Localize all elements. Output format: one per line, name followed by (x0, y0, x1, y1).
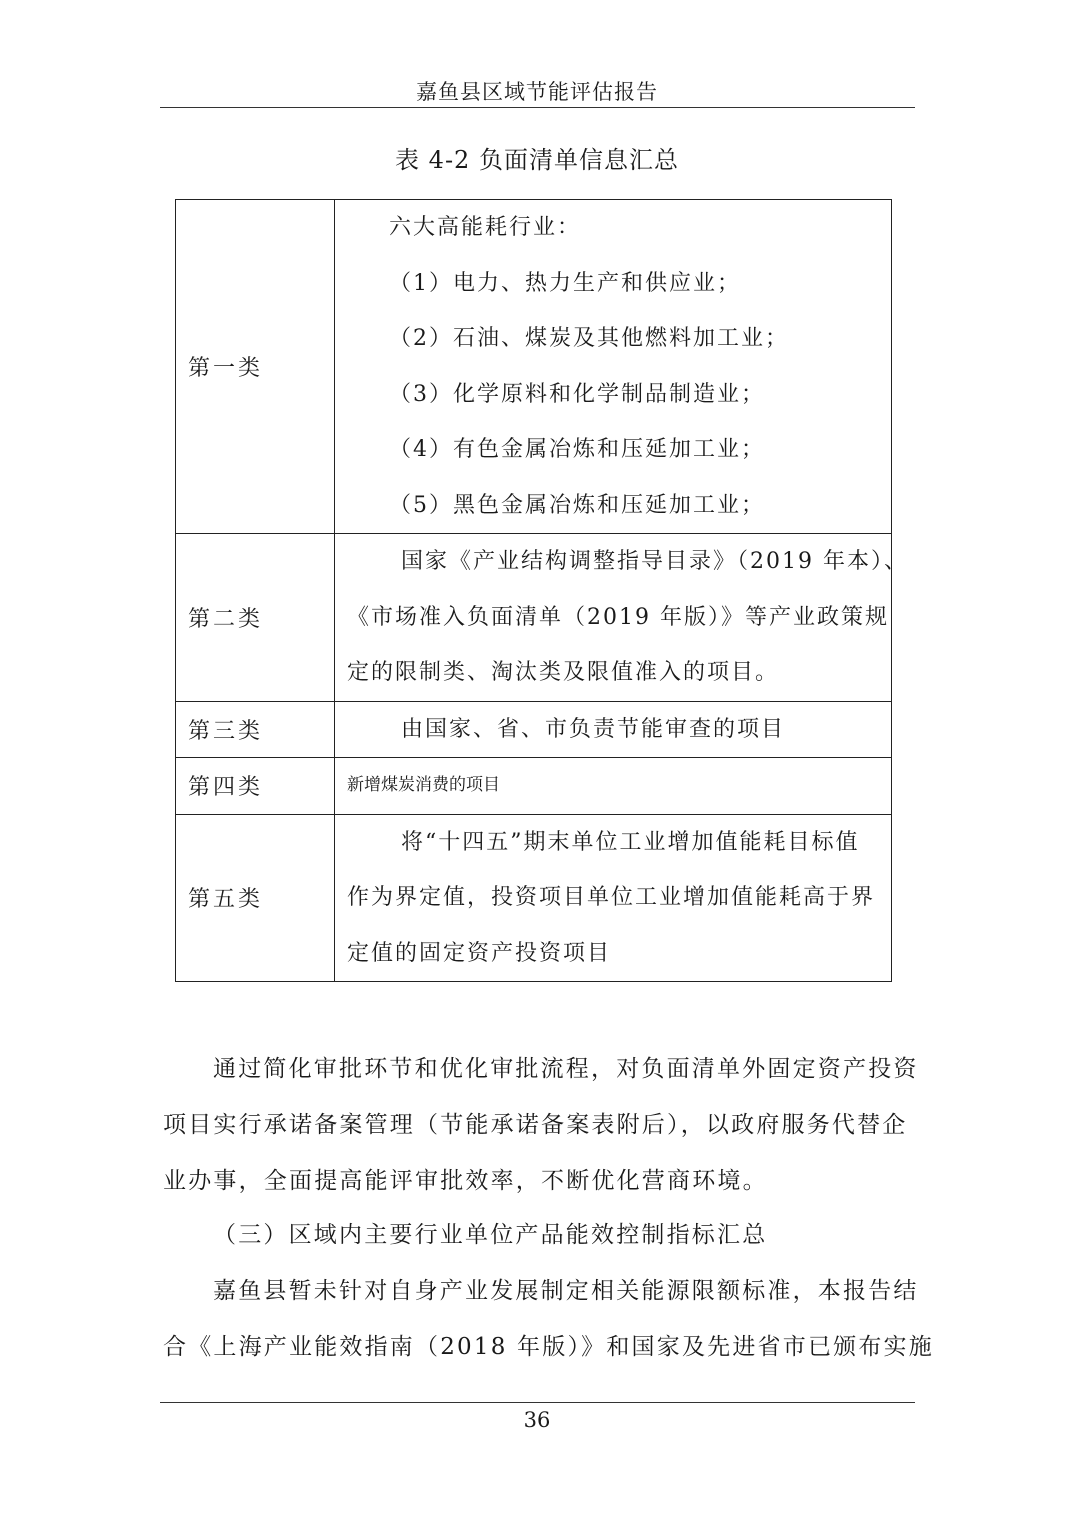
content-line: 新增煤炭消费的项目 (347, 775, 500, 795)
body-paragraph-line: 嘉鱼县暂未针对自身产业发展制定相关能源限额标准，本报告结 (213, 1278, 919, 1304)
header-rule (160, 107, 915, 108)
category-cell: 第二类 (176, 534, 335, 702)
content-line: 由国家、省、市负责节能审查的项目 (401, 716, 786, 742)
content-line: 定值的固定资产投资项目 (347, 940, 612, 966)
page-number: 36 (523, 1408, 551, 1432)
body-paragraph-line: 通过简化审批环节和优化审批流程，对负面清单外固定资产投资 (213, 1056, 919, 1082)
content-cell (335, 534, 908, 702)
content-line: （3）化学原料和化学制品制造业； (389, 381, 765, 407)
body-paragraph-line: 业办事，全面提高能评审批效率，不断优化营商环境。 (163, 1168, 768, 1194)
content-cell (335, 701, 892, 758)
content-cell (335, 814, 892, 982)
body-paragraph-line: 项目实行承诺备案管理（节能承诺备案表附后），以政府服务代替企 (163, 1112, 908, 1138)
table-row (176, 534, 892, 702)
content-line: （4）有色金属冶炼和压延加工业； (389, 437, 765, 462)
footer-rule (160, 1402, 915, 1403)
content-line: 《市场准入负面清单（2019 年版）》等产业政策规 (347, 604, 889, 630)
category-cell: 第三类 (176, 701, 335, 758)
content-line: 国家《产业结构调整指导目录》（2019 年本）、 (401, 549, 908, 574)
content-line: （5）黑色金属冶炼和压延加工业； (389, 492, 765, 518)
content-line: （2）石油、煤炭及其他燃料加工业； (389, 326, 789, 351)
negative-list-table (175, 199, 908, 982)
category-cell: 第一类 (176, 200, 335, 534)
running-header-title: 嘉鱼县区域节能评估报告 (416, 80, 658, 104)
body-paragraph-line: 合《上海产业能效指南（2018 年版）》和国家及先进省市已颁布实施 (163, 1334, 934, 1360)
category-cell: 第五类 (176, 814, 335, 982)
table-row (176, 200, 892, 534)
table-row (176, 758, 892, 815)
table-row (176, 814, 892, 982)
content-line: 将“十四五”期末单位工业增加值能耗目标值 (401, 829, 860, 855)
content-cell (335, 758, 892, 815)
content-line: （1）电力、热力生产和供应业； (389, 270, 741, 296)
content-line: 定的限制类、淘汰类及限值准入的项目。 (347, 660, 780, 685)
content-line: 作为界定值，投资项目单位工业增加值能耗高于界 (347, 885, 876, 910)
content-cell (335, 200, 892, 534)
table-caption: 表 4-2 负面清单信息汇总 (395, 146, 679, 174)
table-row (176, 701, 892, 758)
content-line: 六大高能耗行业： (389, 215, 582, 240)
section-heading: （三）区域内主要行业单位产品能效控制指标汇总 (213, 1222, 768, 1248)
category-cell: 第四类 (176, 758, 335, 815)
